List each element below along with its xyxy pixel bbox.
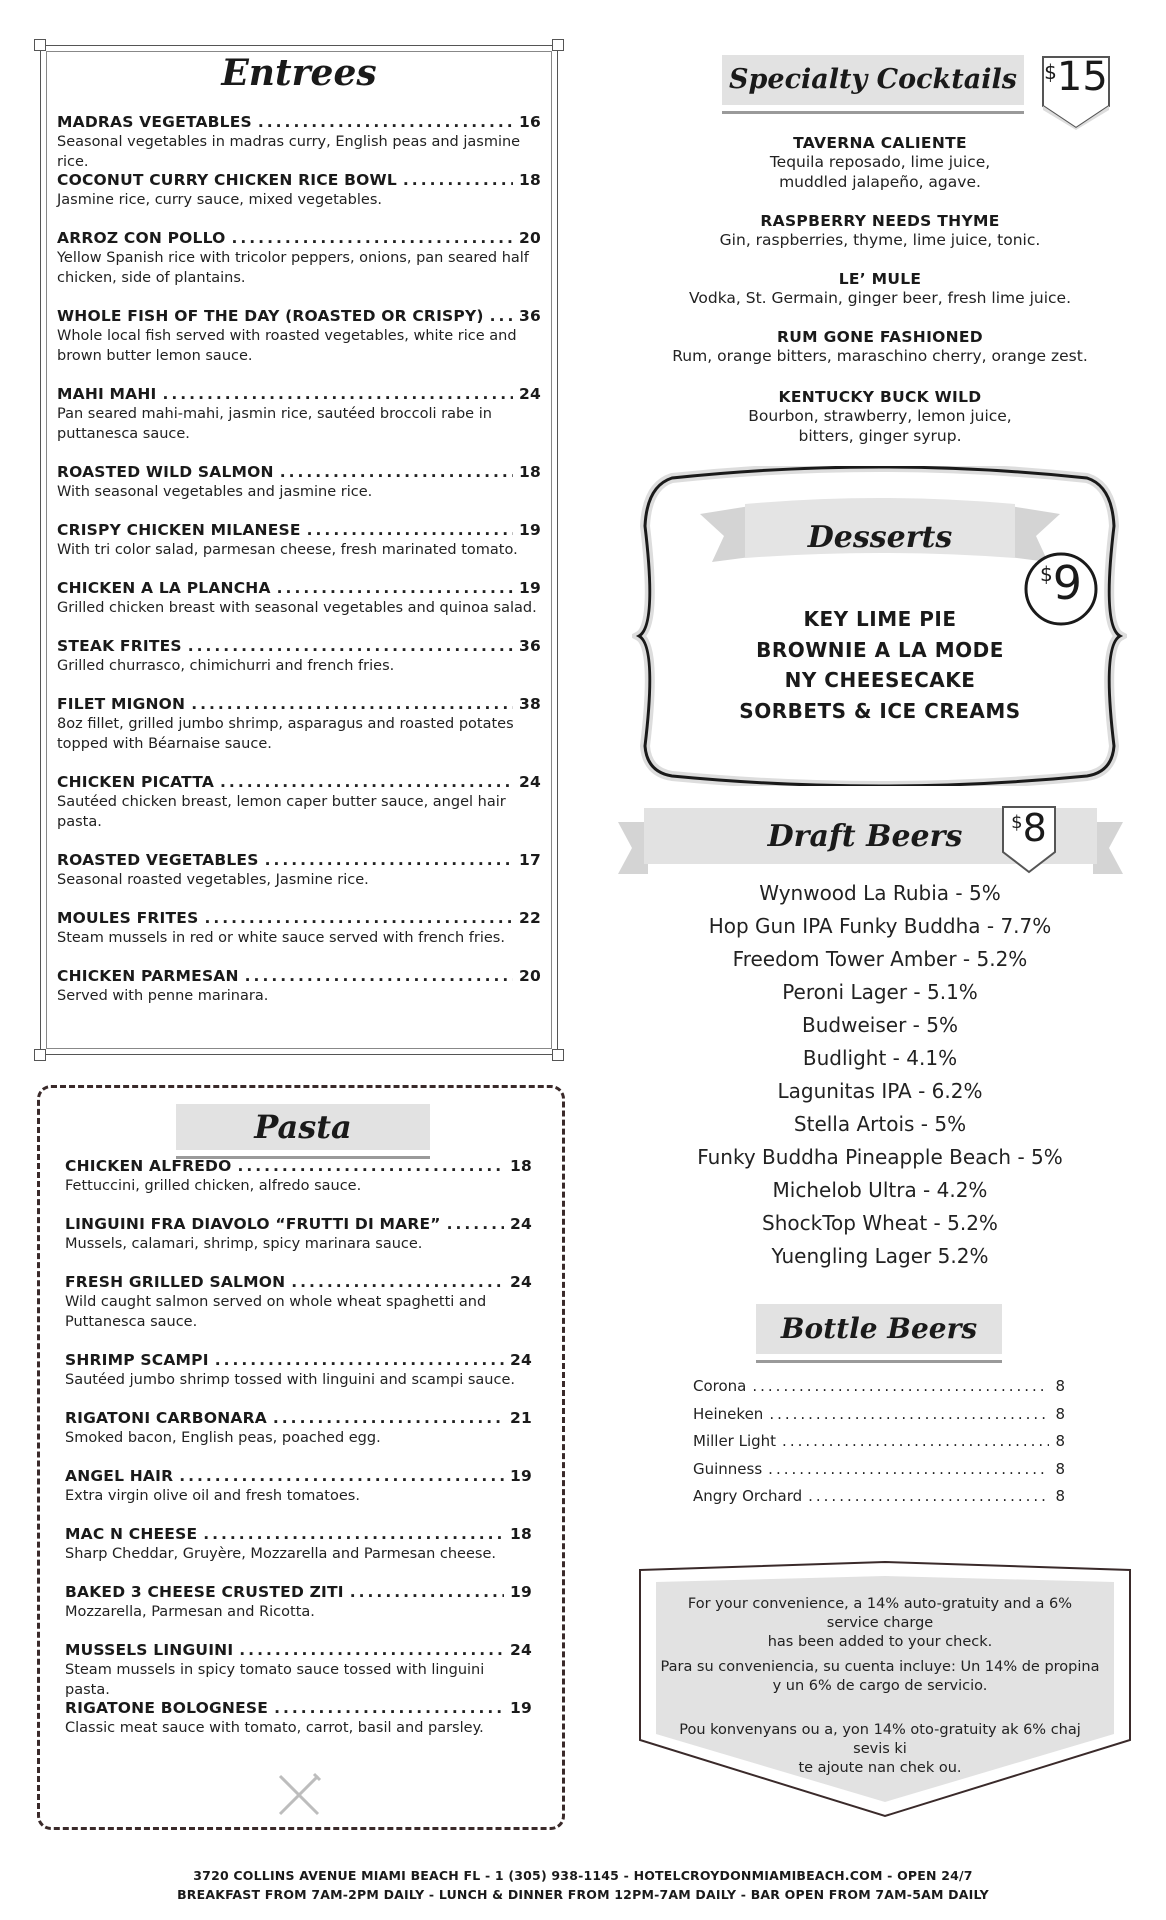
cocktail-item <box>650 388 1110 446</box>
menu-item-name: ARROZ CON POLLO <box>57 229 226 247</box>
menu-item-header <box>65 1525 532 1543</box>
cocktail-item <box>650 212 1110 250</box>
cocktail-description: Tequila reposado, lime juice, <box>769 153 991 171</box>
menu-item-header <box>57 967 541 985</box>
menu-item-description: Served with penne marinara. <box>57 988 269 1004</box>
menu-item <box>57 307 541 366</box>
menu-item-description: Yellow Spanish rice with tricolor peppers, onions, pan seared half chicken, side of plantains. <box>57 250 529 286</box>
notice-creole-line1: Pou konvenyans ou a, yon 14% oto-gratuity ak 6% chaj sevis ki <box>679 1722 1081 1757</box>
menu-item-header <box>57 695 541 713</box>
notice-english <box>660 1595 1100 1652</box>
menu-item-header <box>65 1215 532 1233</box>
menu-item-name: CHICKEN A LA PLANCHA <box>57 579 271 597</box>
leader-dots <box>277 579 513 597</box>
draft-beer-item: Lagunitas IPA - 6.2% <box>777 1079 983 1103</box>
menu-item-name: RIGATONE BOLOGNESE <box>65 1699 269 1717</box>
menu-item-name: BAKED 3 CHEESE CRUSTED ZITI <box>65 1583 344 1601</box>
menu-item-name: STEAK FRITES <box>57 637 182 655</box>
menu-item-name: COCONUT CURRY CHICKEN RICE BOWL <box>57 171 397 189</box>
menu-item-price: 17 <box>519 851 541 869</box>
menu-item-price: 19 <box>510 1699 532 1717</box>
draft-beer-item: Stella Artois - 5% <box>793 1112 967 1136</box>
menu-item-description: Extra virgin olive oil and fresh tomatoes. <box>65 1488 360 1504</box>
menu-item-name: LINGUINI FRA DIAVOLO “FRUTTI DI MARE” <box>65 1215 441 1233</box>
menu-item-description: Fettuccini, grilled chicken, alfredo sauce. <box>65 1178 362 1194</box>
notice-creole <box>660 1721 1100 1778</box>
notice-english-line1: For your convenience, a 14% auto-gratuity and a 6% service charge <box>687 1596 1073 1631</box>
bottle-beer-price: 8 <box>1055 1459 1065 1478</box>
menu-item-price: 18 <box>510 1157 532 1175</box>
cocktail-name: RASPBERRY NEEDS THYME <box>760 212 1000 230</box>
menu-item-price: 19 <box>510 1583 532 1601</box>
desserts-currency: $ <box>1039 562 1053 586</box>
bottle-beer-item <box>693 1377 1065 1395</box>
bottle-beer-name: Miller Light <box>693 1432 777 1450</box>
menu-item <box>65 1525 532 1564</box>
leader-dots <box>237 1157 504 1175</box>
menu-item-description: Mozzarella, Parmesan and Ricotta. <box>65 1604 315 1620</box>
menu-item-name: FRESH GRILLED SALMON <box>65 1273 286 1291</box>
dessert-item: KEY LIME PIE <box>803 607 957 631</box>
leader-dots <box>808 1487 1049 1505</box>
menu-item-description: Steam mussels in red or white sauce served with french fries. <box>57 930 505 946</box>
draft-beer-item: Budlight - 4.1% <box>802 1046 958 1070</box>
menu-item <box>65 1273 532 1332</box>
menu-item-name: ANGEL HAIR <box>65 1467 174 1485</box>
dessert-item: NY CHEESECAKE <box>784 668 976 692</box>
leader-dots <box>291 1273 504 1291</box>
cocktail-name: RUM GONE FASHIONED <box>777 328 983 346</box>
menu-item-price: 20 <box>519 967 541 985</box>
bottle-beer-price: 8 <box>1055 1432 1065 1450</box>
leader-dots <box>768 1460 1049 1478</box>
leader-dots <box>307 521 513 539</box>
draft-beers-currency: $ <box>1011 812 1023 833</box>
leader-dots <box>752 1377 1049 1395</box>
menu-item-description: With tri color salad, parmesan cheese, fresh marinated tomato. <box>57 542 518 558</box>
menu-item-description: Pan seared mahi-mahi, jasmin rice, sautéed broccoli rabe in puttanesca sauce. <box>57 406 492 442</box>
menu-item-description: Classic meat sauce with tomato, carrot, basil and parsley. <box>65 1720 484 1736</box>
menu-item-price: 16 <box>519 113 541 131</box>
menu-item <box>65 1351 532 1390</box>
menu-item-price: 24 <box>510 1641 532 1659</box>
cocktail-description: Gin, raspberries, thyme, lime juice, tonic. <box>719 231 1041 249</box>
draft-beer-item: ShockTop Wheat - 5.2% <box>762 1211 998 1235</box>
menu-item-description: Seasonal roasted vegetables, Jasmine rice. <box>57 872 369 888</box>
menu-item-name: MOULES FRITES <box>57 909 199 927</box>
menu-item <box>65 1157 532 1196</box>
bottle-beer-name: Heineken <box>693 1404 764 1423</box>
notice-spanish <box>660 1658 1100 1696</box>
desserts-price-value: 9 <box>1052 556 1082 610</box>
menu-item-header <box>65 1273 532 1291</box>
leader-dots <box>769 1405 1049 1423</box>
menu-item <box>65 1699 532 1738</box>
menu-item-header <box>65 1409 532 1427</box>
leader-dots <box>258 113 513 131</box>
menu-item-price: 24 <box>510 1215 532 1233</box>
menu-item-description: Grilled chicken breast with seasonal vegetables and quinoa salad. <box>57 600 537 616</box>
leader-dots <box>447 1215 504 1233</box>
bottle-beer-item <box>693 1487 1065 1505</box>
menu-item-name: MAC N CHEESE <box>65 1525 198 1543</box>
leader-dots <box>350 1583 504 1601</box>
menu-item-description: Wild caught salmon served on whole wheat spaghetti and Puttanesca sauce. <box>65 1294 487 1330</box>
leader-dots <box>204 909 513 927</box>
menu-item-description: 8oz fillet, grilled jumbo shrimp, asparagus and roasted potates topped with Béarnaise sauce. <box>57 716 514 752</box>
bottle-beer-name: Angry Orchard <box>693 1487 803 1505</box>
menu-item <box>65 1467 532 1506</box>
cocktail-description: Bourbon, strawberry, lemon juice, <box>748 407 1012 425</box>
leader-dots <box>203 1525 504 1543</box>
cocktail-name: KENTUCKY BUCK WILD <box>778 388 982 406</box>
dessert-item: SORBETS & ICE CREAMS <box>739 698 1021 723</box>
dessert-item: BROWNIE A LA MODE <box>756 637 1004 662</box>
menu-item-name: ROASTED WILD SALMON <box>57 463 274 481</box>
leader-dots <box>274 1699 504 1717</box>
leader-dots <box>179 1467 504 1485</box>
cocktails-banner-underline <box>722 111 1024 114</box>
menu-item <box>65 1641 532 1700</box>
menu-item-header <box>57 113 541 131</box>
cocktail-name: LE’ MULE <box>838 270 922 288</box>
menu-item-header <box>57 463 541 481</box>
menu-item-description: Grilled churrasco, chimichurri and french fries. <box>57 658 395 674</box>
menu-item <box>57 579 541 618</box>
menu-item-name: MAHI MAHI <box>57 385 157 403</box>
menu-item <box>57 851 541 890</box>
leader-dots <box>265 851 513 869</box>
menu-item <box>57 463 541 502</box>
menu-item-header <box>57 909 541 927</box>
bottle-beer-price: 8 <box>1055 1487 1065 1505</box>
menu-item-price: 20 <box>519 229 541 247</box>
bottle-beer-item <box>693 1432 1065 1450</box>
draft-beer-item: Budweiser - 5% <box>802 1013 958 1037</box>
menu-item-name: SHRIMP SCAMPI <box>65 1351 209 1369</box>
draft-beer-item: Yuengling Lager 5.2% <box>771 1244 989 1268</box>
draft-beer-item: Peroni Lager - 5.1% <box>782 980 978 1004</box>
menu-item-name: MUSSELS LINGUINI <box>65 1641 234 1659</box>
footer-hours: BREAKFAST FROM 7AM-2PM DAILY - LUNCH & DINNER FROM 12PM-7AM DAILY - BAR OPEN FROM 7AM-5AM DAILY <box>177 1887 989 1902</box>
desserts-price <box>1022 556 1100 610</box>
menu-item-name: CHICKEN ALFREDO <box>65 1157 232 1175</box>
leader-dots <box>239 1641 504 1659</box>
menu-item <box>57 637 541 676</box>
menu-item-name: CRISPY CHICKEN MILANESE <box>57 521 301 539</box>
menu-item-header <box>57 385 541 403</box>
menu-item-header <box>65 1351 532 1369</box>
bottle-beers-title: Bottle Beers <box>780 1312 978 1345</box>
menu-item-header <box>57 579 541 597</box>
cocktail-description: muddled jalapeño, agave. <box>779 173 981 191</box>
menu-item-price: 21 <box>510 1409 532 1427</box>
notice-spanish-line1: Para su conveniencia, su cuenta incluye: Un 14% de propina <box>660 1659 1100 1675</box>
menu-item <box>57 521 541 560</box>
menu-item-description: Smoked bacon, English peas, poached egg. <box>65 1430 381 1446</box>
fork-knife-icon <box>276 1772 322 1818</box>
bottle-beer-price: 8 <box>1055 1377 1065 1395</box>
menu-item-description: With seasonal vegetables and jasmine rice. <box>57 484 373 500</box>
footer-address: 3720 COLLINS AVENUE MIAMI BEACH FL - 1 (305) 938-1145 - HOTELCROYDONMIAMIBEACH.COM - OPEN 24/7 <box>193 1868 973 1883</box>
menu-item <box>57 229 541 288</box>
leader-dots <box>403 171 513 189</box>
cocktail-item <box>650 270 1110 308</box>
bottle-beer-price: 8 <box>1055 1404 1065 1423</box>
leader-dots <box>215 1351 504 1369</box>
menu-item-price: 18 <box>519 463 541 481</box>
leader-dots <box>232 229 514 247</box>
cocktails-price <box>1040 54 1112 100</box>
menu-item <box>57 695 541 754</box>
menu-item-header <box>57 851 541 869</box>
menu-item <box>65 1215 532 1254</box>
notice-spanish-line2: y un 6% de cargo de servicio. <box>772 1678 988 1694</box>
draft-beers-price <box>1000 806 1058 850</box>
draft-beer-item: Freedom Tower Amber - 5.2% <box>732 947 1028 971</box>
menu-item-name: WHOLE FISH OF THE DAY (ROASTED OR CRISPY) <box>57 307 484 325</box>
entrees-title: Entrees <box>221 52 377 94</box>
leader-dots <box>220 773 513 791</box>
cocktail-item <box>650 134 1110 192</box>
menu-item-price: 19 <box>510 1467 532 1485</box>
menu-item-price: 18 <box>519 171 541 189</box>
menu-item-name: CHICKEN PICATTA <box>57 773 215 791</box>
menu-item-name: RIGATONI CARBONARA <box>65 1409 267 1427</box>
cocktails-currency: $ <box>1044 60 1057 84</box>
leader-dots <box>188 637 513 655</box>
menu-item-description: Mussels, calamari, shrimp, spicy marinara sauce. <box>65 1236 423 1252</box>
cocktails-title: Specialty Cocktails <box>729 64 1017 95</box>
menu-item-name: CHICKEN PARMESAN <box>57 967 239 985</box>
leader-dots <box>280 463 513 481</box>
leader-dots <box>163 385 514 403</box>
menu-item-header <box>57 773 541 791</box>
menu-item-price: 24 <box>510 1351 532 1369</box>
menu-item-header <box>65 1583 532 1601</box>
menu-item-price: 18 <box>510 1525 532 1543</box>
menu-item-description: Whole local fish served with roasted vegetables, white rice and brown butter lemon sauce. <box>57 328 517 364</box>
leader-dots <box>490 307 513 325</box>
menu-item-price: 24 <box>510 1273 532 1291</box>
menu-item <box>57 909 541 948</box>
menu-item <box>57 113 541 172</box>
menu-item-header <box>57 521 541 539</box>
menu-item-description: Seasonal vegetables in madras curry, English peas and jasmine rice. <box>57 134 521 170</box>
cocktail-description: Rum, orange bitters, maraschino cherry, orange zest. <box>672 347 1088 365</box>
menu-item-header <box>65 1699 532 1717</box>
menu-item-name: MADRAS VEGETABLES <box>57 113 252 131</box>
bottle-beer-name: Guinness <box>693 1459 763 1478</box>
menu-item-header <box>57 637 541 655</box>
menu-item-header <box>65 1467 532 1485</box>
cocktail-name: TAVERNA CALIENTE <box>793 134 967 152</box>
menu-item <box>65 1583 532 1622</box>
cocktail-item <box>650 328 1110 366</box>
bottle-beer-item <box>693 1460 1065 1478</box>
draft-beer-item: Funky Buddha Pineapple Beach - 5% <box>697 1145 1063 1169</box>
menu-item-description: Jasmine rice, curry sauce, mixed vegetables. <box>57 192 382 208</box>
menu-item-name: ROASTED VEGETABLES <box>57 851 259 869</box>
menu-item-header <box>57 229 541 247</box>
menu-item-price: 36 <box>519 307 541 325</box>
menu-item-description: Steam mussels in spicy tomato sauce tossed with linguini pasta. <box>65 1662 485 1698</box>
menu-item-price: 36 <box>519 637 541 655</box>
draft-beer-item: Hop Gun IPA Funky Buddha - 7.7% <box>708 914 1052 938</box>
pasta-title: Pasta <box>254 1108 352 1146</box>
desserts-title: Desserts <box>807 520 953 555</box>
menu-item-description: Sharp Cheddar, Gruyère, Mozzarella and Parmesan cheese. <box>65 1546 496 1562</box>
menu-item-price: 24 <box>519 773 541 791</box>
draft-beer-item: Michelob Ultra - 4.2% <box>772 1178 988 1202</box>
menu-item-description: Sautéed jumbo shrimp tossed with linguini and scampi sauce. <box>65 1372 515 1388</box>
draft-beers-title: Draft Beers <box>767 819 963 854</box>
menu-item <box>57 967 541 1006</box>
cocktail-description: Vodka, St. Germain, ginger beer, fresh lime juice. <box>688 289 1071 307</box>
menu-item-header <box>65 1157 532 1175</box>
cocktail-description: bitters, ginger syrup. <box>798 427 962 445</box>
bottle-beers-banner-underline <box>756 1360 1002 1363</box>
menu-item <box>57 171 541 210</box>
bottle-beer-item <box>693 1405 1065 1423</box>
draft-beers-price-value: 8 <box>1022 806 1047 850</box>
leader-dots <box>273 1409 504 1427</box>
notice-creole-line2: te ajoute nan chek ou. <box>798 1760 962 1776</box>
leader-dots <box>191 695 513 713</box>
menu-item <box>57 773 541 832</box>
menu-item-description: Sautéed chicken breast, lemon caper butter sauce, angel hair pasta. <box>57 794 506 830</box>
menu-item <box>57 385 541 444</box>
menu-item-price: 22 <box>519 909 541 927</box>
bottle-beer-name: Corona <box>693 1377 747 1395</box>
notice-english-line2: has been added to your check. <box>767 1634 993 1650</box>
menu-item-price: 38 <box>519 695 541 713</box>
menu-item-header <box>57 171 541 189</box>
menu-item <box>65 1409 532 1448</box>
leader-dots <box>245 967 513 985</box>
cocktails-price-value: 15 <box>1056 54 1108 100</box>
menu-item-price: 19 <box>519 579 541 597</box>
menu-item-name: FILET MIGNON <box>57 695 186 713</box>
menu-item-price: 24 <box>519 385 541 403</box>
menu-item-header <box>65 1641 532 1659</box>
leader-dots <box>782 1432 1049 1450</box>
menu-item-header <box>57 307 541 325</box>
menu-item-price: 19 <box>519 521 541 539</box>
draft-beer-item: Wynwood La Rubia - 5% <box>759 881 1001 905</box>
